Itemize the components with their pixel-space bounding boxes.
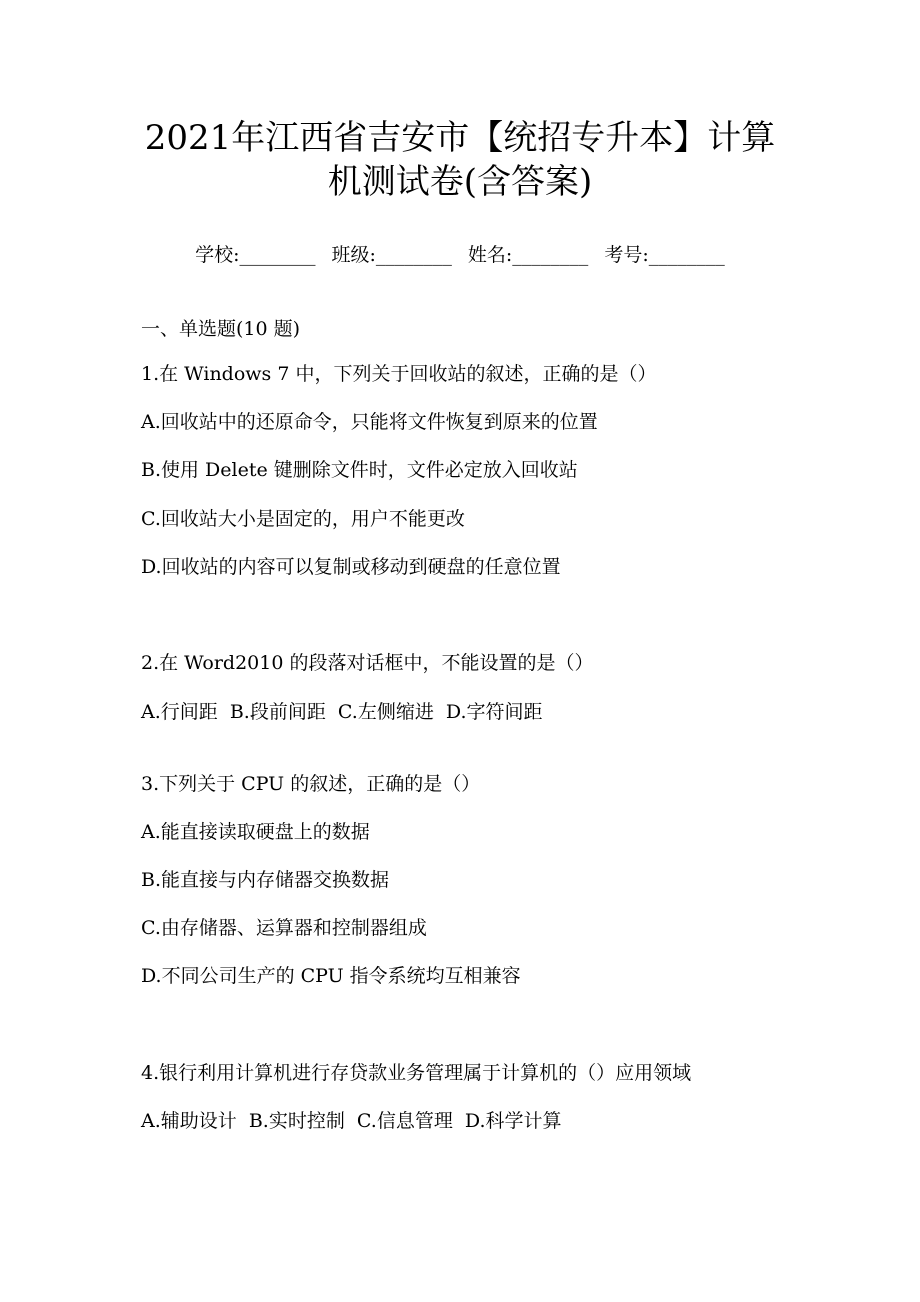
school-field: 学校:________ — [195, 244, 316, 266]
question-3-option-b: B.能直接与内存储器交换数据 — [141, 869, 390, 891]
question-3-option-d: D.不同公司生产的 CPU 指令系统均互相兼容 — [141, 965, 521, 987]
document-title-line-1: 2021年江西省吉安市【统招专升本】计算 — [144, 118, 776, 158]
question-3-stem: 3.下列关于 CPU 的叙述，正确的是（） — [141, 773, 481, 795]
name-field: 姓名:________ — [467, 244, 589, 266]
question-1-option-b: B.使用 Delete 键删除文件时，文件必定放入回收站 — [141, 459, 578, 481]
section-heading: 一、单选题(10 题) — [141, 318, 301, 340]
exam-number-field: 考号:________ — [604, 244, 725, 266]
question-3-option-c: C.由存储器、运算器和控制器组成 — [141, 917, 427, 939]
question-1-option-c: C.回收站大小是固定的，用户不能更改 — [141, 508, 465, 530]
question-1-stem: 1.在 Windows 7 中，下列关于回收站的叙述，正确的是（） — [141, 363, 657, 385]
question-4-options: A.辅助设计 B.实时控制 C.信息管理 D.科学计算 — [141, 1110, 562, 1132]
question-3-option-a: A.能直接读取硬盘上的数据 — [141, 821, 370, 843]
document-title-line-2: 机测试卷(含答案) — [327, 162, 593, 202]
question-1-option-a: A.回收站中的还原命令，只能将文件恢复到原来的位置 — [141, 411, 598, 433]
question-2-stem: 2.在 Word2010 的段落对话框中，不能设置的是（） — [141, 652, 594, 674]
question-1-option-d: D.回收站的内容可以复制或移动到硬盘的任意位置 — [141, 556, 561, 578]
question-4-stem: 4.银行利用计算机进行存贷款业务管理属于计算机的（）应用领域 — [141, 1062, 692, 1084]
question-2-options: A.行间距 B.段前间距 C.左侧缩进 D.字符间距 — [141, 701, 543, 723]
student-info-row — [183, 216, 741, 268]
class-field: 班级:________ — [331, 244, 452, 266]
